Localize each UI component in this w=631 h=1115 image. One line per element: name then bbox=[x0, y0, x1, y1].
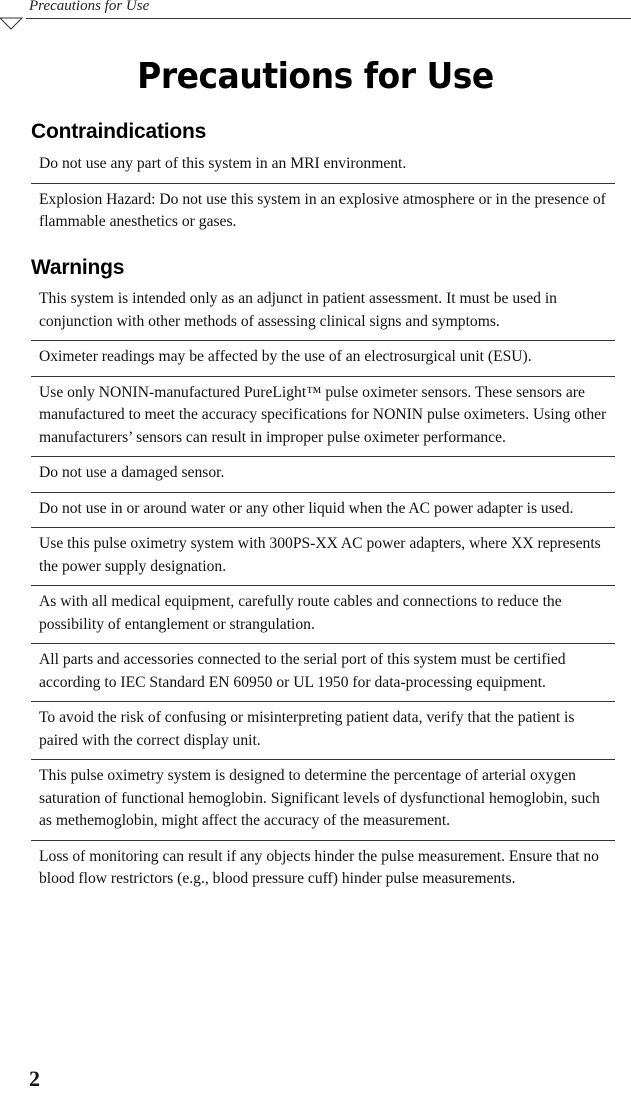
list-item: As with all medical equipment, carefully route cables and connections to reduce the possibility of entanglement or strangulation. bbox=[31, 585, 615, 643]
contraindications-heading: Contraindications bbox=[31, 120, 207, 143]
list-item: All parts and accessories connected to the serial port of this system must be certified according to IEC Standard EN 60950 or UL 1950 for data-processing equipment. bbox=[31, 643, 615, 701]
list-item: Do not use any part of this system in an MRI environment. bbox=[39, 155, 407, 172]
page-title: Precautions for Use bbox=[137, 54, 494, 97]
contraindications-list bbox=[31, 148, 615, 241]
running-header bbox=[0, 0, 631, 22]
list-item: Do not use a damaged sensor. bbox=[31, 456, 615, 492]
list-item: Use only NONIN-manufactured PureLight™ pulse oximeter sensors. These sensors are manufactured to meet the accuracy specifications for NONIN pulse oximeters. Using other manufacturers’ sensors can result in improper pulse oximeter performance. bbox=[31, 376, 615, 457]
header-triangle-icon bbox=[0, 17, 24, 31]
page-number: 2 bbox=[29, 1066, 40, 1091]
list-item: Use this pulse oximetry system with 300PS-XX AC power adapters, where XX represents the power supply designation. bbox=[31, 527, 615, 585]
running-header-text: Precautions for Use bbox=[29, 0, 150, 14]
warnings-list bbox=[31, 283, 615, 898]
list-item: This pulse oximetry system is designed to determine the percentage of arterial oxygen saturation of functional hemoglobin. Significant levels of dysfunctional hemoglobin, such as methemoglobin, might affect the accuracy of the measurement. bbox=[31, 759, 615, 840]
warnings-heading: Warnings bbox=[31, 256, 125, 279]
list-item: This system is intended only as an adjunct in patient assessment. It must be used in conjunction with other methods of assessing clinical signs and symptoms. bbox=[39, 290, 557, 330]
list-item: Loss of monitoring can result if any objects hinder the pulse measurement. Ensure that no blood flow restrictors (e.g., blood pressure cuff) hinder pulse measurements. bbox=[31, 840, 615, 898]
list-item: To avoid the risk of confusing or misinterpreting patient data, verify that the patient is paired with the correct display unit. bbox=[31, 701, 615, 759]
header-rule bbox=[26, 18, 631, 19]
list-item: Oximeter readings may be affected by the use of an electrosurgical unit (ESU). bbox=[31, 340, 615, 376]
list-item: Explosion Hazard: Do not use this system in an explosive atmosphere or in the presence of flammable anesthetics or gases. bbox=[31, 183, 615, 241]
list-item: Do not use in or around water or any other liquid when the AC power adapter is used. bbox=[31, 492, 615, 528]
